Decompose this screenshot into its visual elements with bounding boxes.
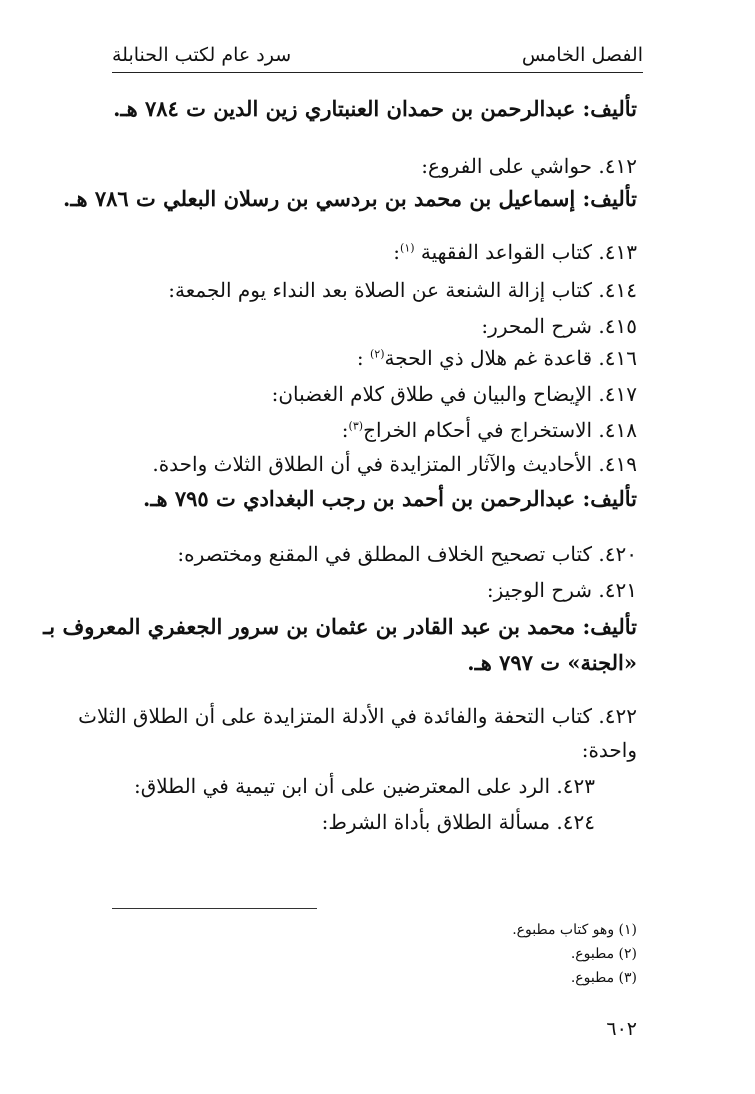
footnote-3: (٣) مطبوع. [570, 970, 637, 986]
author-line: تأليف: إسماعيل بن محمد بن بردسي بن رسلان البعلي ت ٧٨٦ هـ. [63, 186, 637, 211]
section-title: سرد عام لكتب الحنابلة [112, 44, 292, 66]
footnote-marker: (٣) [348, 419, 364, 433]
entry-414: ٤١٤. كتاب إزالة الشنعة عن الصلاة بعد النداء يوم الجمعة: [168, 278, 637, 302]
footnote-marker: (٢) [370, 347, 385, 361]
entry-colon: : [393, 240, 401, 264]
footnote-divider [112, 908, 317, 909]
footnote-marker: (١) [400, 241, 415, 255]
entry-417: ٤١٧. الإيضاح والبيان في طلاق كلام الغضبان: [271, 382, 637, 406]
running-header [112, 38, 643, 73]
entry-413 [393, 240, 637, 264]
entry-420: ٤٢٠. كتاب تصحيح الخلاف المطلق في المقنع ومختصره: [177, 542, 637, 566]
entry-text: ٤١٣. كتاب القواعد الفقهية [420, 240, 637, 264]
entry-text: ٤١٨. الاستخراج في أحكام الخراج [363, 418, 637, 442]
entry-416 [357, 346, 637, 370]
entry-422: ٤٢٢. كتاب التحفة والفائدة في الأدلة المتزايدة على أن الطلاق الثلاث [78, 704, 637, 728]
author-line: تأليف: عبدالرحمن بن أحمد بن رجب البغدادي ت ٧٩٥ هـ. [143, 486, 637, 511]
page-number: ٦٠٢ [606, 1018, 637, 1040]
chapter-title: الفصل الخامس [521, 44, 643, 66]
entry-412: ٤١٢. حواشي على الفروع: [421, 154, 637, 178]
entry-415: ٤١٥. شرح المحرر: [481, 314, 637, 338]
entry-423: ٤٢٣. الرد على المعترضين على أن ابن تيمية في الطلاق: [133, 774, 595, 798]
author-line-cont: «الجنة» ت ٧٩٧ هـ. [467, 650, 637, 675]
entry-419: ٤١٩. الأحاديث والآثار المتزايدة في أن الطلاق الثلاث واحدة. [152, 452, 637, 476]
entry-421: ٤٢١. شرح الوجيز: [486, 578, 637, 602]
entry-424: ٤٢٤. مسألة الطلاق بأداة الشرط: [321, 810, 595, 834]
entry-colon: : [341, 418, 349, 442]
footnote-2: (٢) مطبوع. [570, 946, 637, 962]
entry-text: ٤١٦. قاعدة غم هلال ذي الحجة [384, 346, 637, 370]
entry-colon: : [356, 346, 364, 370]
entry-418 [342, 418, 637, 442]
author-line: تأليف: عبدالرحمن بن حمدان العنبتاري زين الدين ت ٧٨٤ هـ. [113, 96, 637, 121]
footnote-1: (١) وهو كتاب مطبوع. [512, 922, 637, 938]
entry-422-cont: واحدة: [581, 738, 637, 762]
author-line: تأليف: محمد بن عبد القادر بن عثمان بن سرور الجعفري المعروف بـ [43, 614, 637, 639]
